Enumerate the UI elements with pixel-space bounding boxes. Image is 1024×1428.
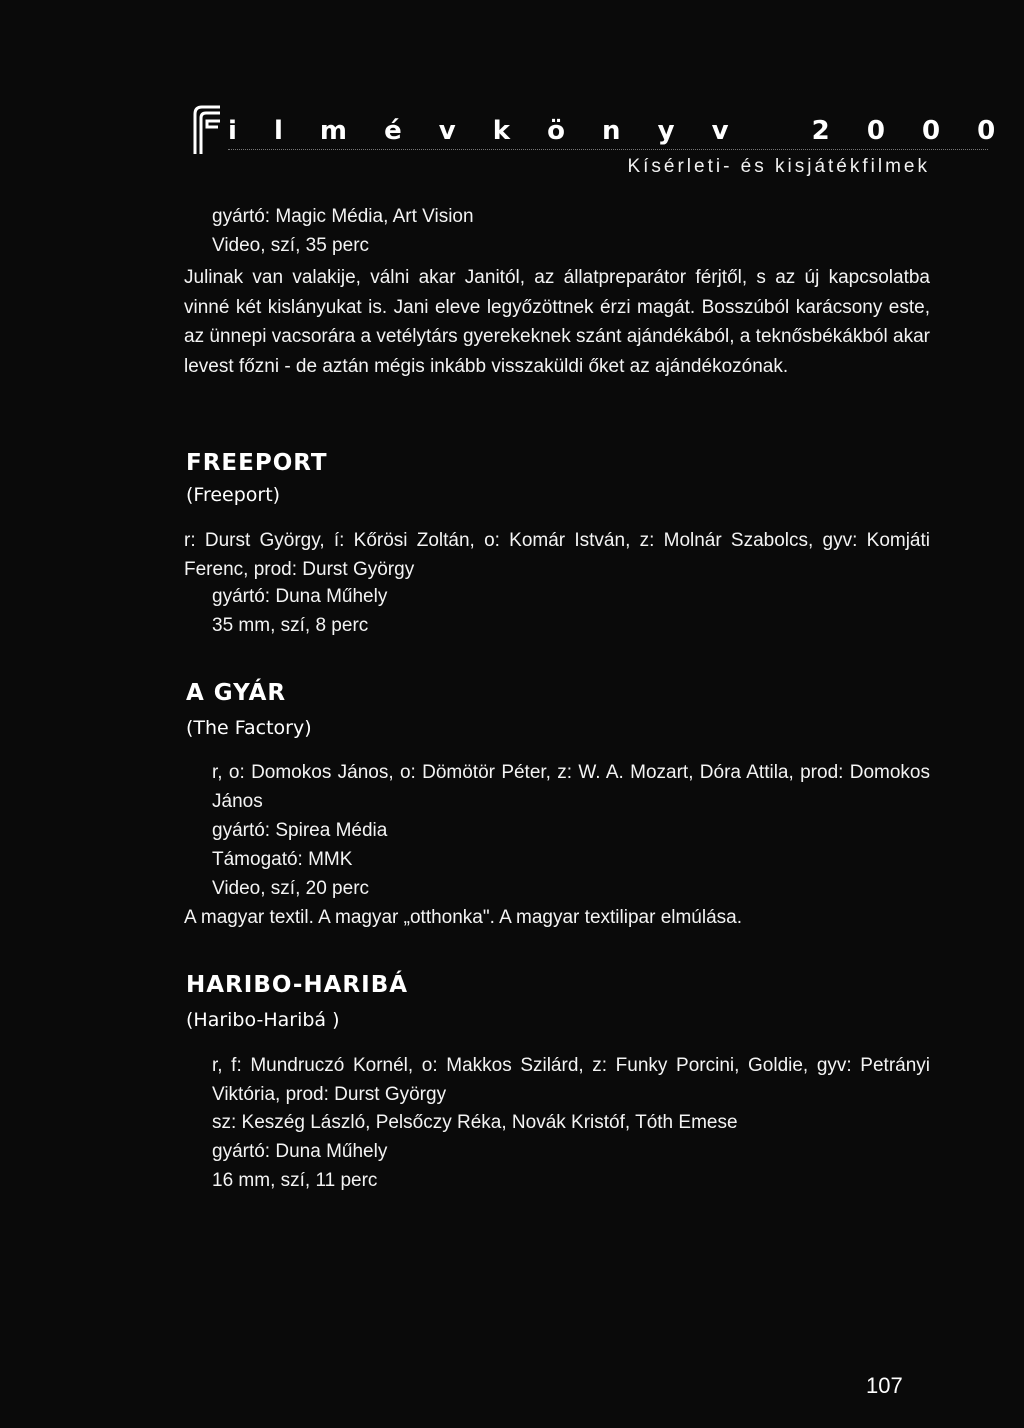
entry-credits-freeport: r: Durst György, í: Kőrösi Zoltán, o: Komár István, z: Molnár Szabolcs, gyv: Komjáti Ferenc, prod: Durst György (184, 530, 930, 580)
entry-title-a-gyar: A GYÁR (186, 680, 287, 706)
entry-title-haribo-hariba: HARIBO-HARIBÁ (186, 972, 409, 998)
entry-original-title-haribo-hariba: (Haribo-Haribá ) (186, 1009, 340, 1031)
entry-title-freeport: FREEPORT (186, 450, 328, 476)
section-title: Kísérleti- és kisjátékfilmek (627, 156, 930, 177)
entry-credits-a-gyar: r, o: Domokos János, o: Dömötör Péter, z: W. A. Mozart, Dóra Attila, prod: Domokos János (212, 762, 930, 812)
entry-synopsis-a-gyar: A magyar textil. A magyar „otthonka". A magyar textilipar elmúlása. (184, 907, 743, 928)
entry-support-a-gyar: Támogató: MMK (212, 849, 353, 870)
masthead-divider (228, 149, 988, 152)
entry-producer-freeport: gyártó: Duna Műhely (212, 586, 388, 607)
filmevkonyv-logo-icon (192, 104, 222, 156)
masthead-title: i l m é v k ö n y v 2 0 0 0 (228, 116, 1010, 146)
entry-cast-haribo-hariba: sz: Keszég László, Pelsőczy Réka, Novák Kristóf, Tóth Emese (212, 1112, 738, 1133)
page-number: 107 (866, 1373, 903, 1398)
entry-format-freeport: 35 mm, szí, 8 perc (212, 615, 369, 636)
masthead (192, 104, 1010, 184)
entry-original-title-freeport: (Freeport) (186, 484, 281, 506)
entry-producer-a-gyar: gyártó: Spirea Média (212, 820, 388, 841)
intro-format: Video, szí, 35 perc (212, 235, 370, 256)
entry-original-title-a-gyar: (The Factory) (186, 717, 312, 739)
entry-format-haribo-hariba: 16 mm, szí, 11 perc (212, 1170, 378, 1191)
entry-credits-haribo-hariba: r, f: Mundruczó Kornél, o: Makkos Szilárd, z: Funky Porcini, Goldie, gyv: Petrányi Viktória, prod: Durst György (212, 1055, 930, 1105)
entry-producer-haribo-hariba: gyártó: Duna Műhely (212, 1141, 388, 1162)
intro-producer: gyártó: Magic Média, Art Vision (212, 206, 474, 227)
entry-format-a-gyar: Video, szí, 20 perc (212, 878, 370, 899)
intro-synopsis: Julinak van valakije, válni akar Janitól, az állatpreparátor férjtől, s az új kapcsolatba vinné két kislányukat is. Jani eleve legyőzöttnek érzi magát. Bosszúból karácsony este, az ünnepi vacsorára a vetélytárs gyerekeknek szánt ajándékából, a teknősbékákból akar levest főzni - de aztán mégis inkább visszaküldi őket az ajándékozónak. (184, 267, 930, 377)
